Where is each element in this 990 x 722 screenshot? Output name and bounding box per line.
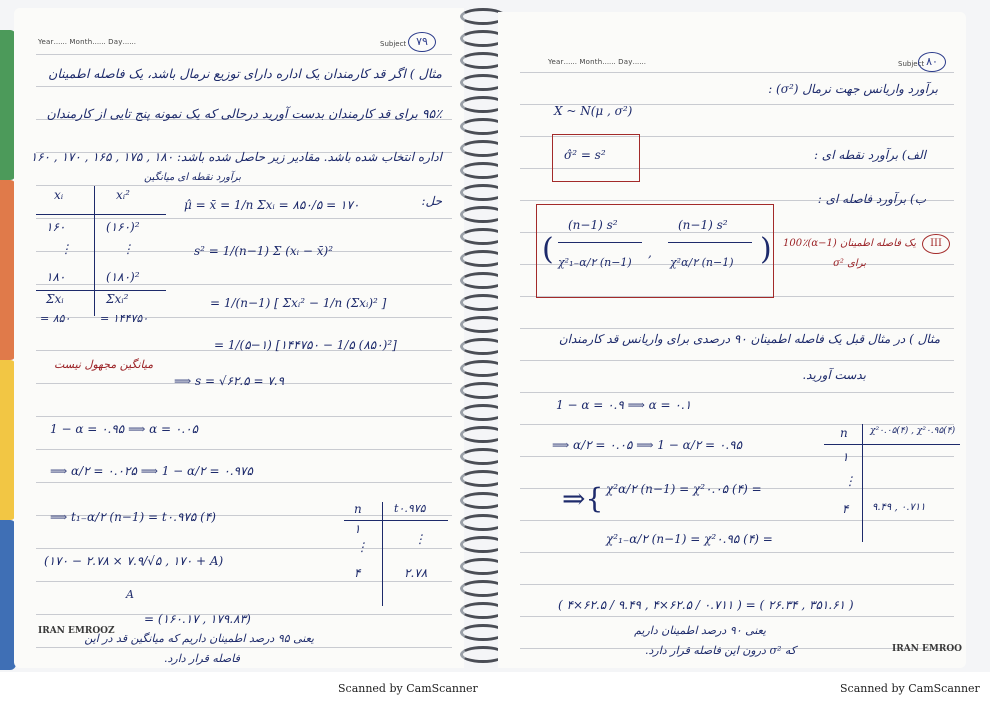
formula-mean: μ̂ = x̄ = 1/n Σxᵢ = ۸۵۰/۵ = ۱۷۰ — [184, 198, 360, 212]
table-divider — [94, 186, 95, 316]
denominator: χ²α/۲ (n−1) — [670, 256, 734, 269]
numerator: (n−1) s² — [568, 218, 618, 232]
t-table-cell: ۴ — [354, 566, 361, 580]
page-number: ۸۰ — [918, 52, 946, 72]
chi-table-cell: ۱ — [842, 450, 849, 464]
formula-interval: (۱۷۰ − ۲.۷۸ × ۷.۹/√۵ , ۱۷۰ + A) — [44, 554, 224, 568]
annotation: برآورد نقطه ای میانگین — [144, 172, 242, 183]
table-cell: Σxᵢ — [46, 292, 64, 306]
t-table-header: t۰.۹۷۵ — [394, 502, 426, 515]
header-date: Year...... Month...... Day...... — [38, 38, 136, 46]
header-date: Year...... Month...... Day...... — [548, 58, 646, 66]
paren-open: ( — [542, 232, 554, 267]
table-cell: = ۱۴۴۷۵۰ — [100, 312, 149, 325]
table-header: xᵢ — [54, 188, 64, 202]
brand-logo: IRAN EMROO — [892, 644, 963, 654]
text-line: مثال ) در مثال قبل یک فاصله اطمینان ۹۰ درصدی برای واریانس قد کارمندان — [558, 332, 940, 346]
text-line: ب) برآورد فاصله ای : — [817, 192, 926, 206]
header-subject: Subject — [898, 60, 925, 68]
formula-chi-lower: χ²₁₋α/۲ (n−1) = χ²۰.۹۵ (۴) = — [606, 532, 773, 546]
conclusion-line: یعنی ۹۵ درصد اطمینان داریم که میانگین قد در این — [84, 632, 314, 645]
conclusion-line: که σ² درون این فاصله قرار دارد. — [645, 644, 796, 657]
table-cell: = ۸۵۰ — [40, 312, 71, 325]
formula-std: ⟹ s = √۶۲.۵ = ۷.۹ — [174, 374, 285, 388]
roman-three-badge: III — [922, 234, 950, 254]
table-cell: (۱۶۰)² — [106, 220, 140, 234]
t-table-cell: ⋮ — [414, 532, 426, 546]
formula-half-alpha: ⟹ α/۲ = ۰.۰۲۵ ⟹ 1 − α/۲ = ۰.۹۷۵ — [50, 464, 253, 478]
scanner-watermark: Scanned by CamScanner — [840, 682, 980, 695]
left-page — [14, 8, 464, 668]
comma: , — [648, 246, 652, 260]
distribution: X ~ N(μ , σ²) — [554, 104, 633, 118]
denominator: χ²₁₋α/۲ (n−1) — [558, 256, 632, 269]
brace-label: A — [126, 588, 134, 601]
table-cell: ⋮ — [122, 242, 134, 256]
formula-variance-values: = 1/(۵−۱) [۱۴۴۷۵۰ − 1/۵ (۸۵۰)²] — [214, 338, 397, 352]
chi-table-header: χ²۰.۰۵(۴) , χ²۰.۹۵(۴) — [870, 426, 956, 436]
chi-table-cell: ۴ — [842, 502, 849, 516]
text-line: الف) برآورد نقطه ای : — [813, 148, 926, 162]
formula-alpha: 1 − α = ۰.۹ ⟹ α = ۰.۱ — [556, 398, 692, 412]
table-header: xᵢ² — [116, 188, 130, 202]
chi-table-cell: ۹.۴۹ , ۰.۷۱۱ — [872, 502, 926, 513]
conclusion-line: فاصله قرار دارد. — [164, 652, 240, 665]
conclusion-line: یعنی ۹۰ درصد اطمینان داریم — [634, 624, 766, 637]
brand-logo: IRAN EMROOZ — [38, 626, 115, 636]
formula-variance-expanded: = 1/(n−1) [ Σxᵢ² − 1/n (Σxᵢ)² ] — [210, 296, 387, 310]
fraction-bar — [668, 242, 752, 243]
t-table-header: n — [354, 502, 362, 516]
chi-table-divider — [862, 424, 863, 542]
right-page — [498, 12, 966, 668]
arrow-brace: ⇒{ — [562, 482, 604, 515]
t-table-divider — [382, 502, 383, 606]
paren-close: ) — [760, 232, 772, 267]
formula-alpha: 1 − α = ۰.۹۵ ⟹ α = ۰.۰۵ — [50, 422, 199, 436]
formula-half-alpha: ⟹ α/۲ = ۰.۰۵ ⟹ 1 − α/۲ = ۰.۹۵ — [552, 438, 743, 452]
table-cell: ۱۶۰ — [46, 220, 66, 234]
text-line: اداره انتخاب شده باشد. مقادیر زیر حاصل شده باشد: ۱۸۰ , ۱۷۵ , ۱۶۵ , ۱۷۰ , ۱۶۰ — [30, 150, 442, 164]
scan-footer — [0, 672, 990, 722]
table-cell: ⋮ — [60, 242, 72, 256]
formula-result: = (۱۶۰.۱۷ , ۱۷۹.۸۳) — [144, 612, 251, 626]
chi-table-rule — [824, 444, 960, 445]
t-table-cell: ⋮ — [356, 540, 368, 554]
note-red: میانگین مجهول نیست — [54, 358, 154, 371]
interval-result: ( ۴×۶۲.۵ / ۹.۴۹ , ۴×۶۲.۵ / ۰.۷۱۱ ) = ( ۲۶.۳۴ , ۳۵۱.۶۱ ) — [558, 598, 854, 612]
text-line: برآورد واریانس جهت نرمال (σ²) : — [768, 82, 938, 96]
chi-table-cell: ⋮ — [844, 474, 856, 488]
note-red: برای σ² — [833, 258, 866, 269]
formula-t: ⟹ t₁₋α/۲ (n−1) = t۰.۹۷۵ (۴) — [50, 510, 216, 524]
note-red: یک فاصله اطمینان (1−α)100٪ — [782, 238, 916, 249]
chi-table-header: n — [840, 426, 848, 440]
point-estimate: σ̂² = s² — [564, 148, 606, 162]
header-subject: Subject — [380, 40, 407, 48]
text-line: مثال ) اگر قد کارمندان یک اداره دارای توزیع نرمال باشد، یک فاصله اطمینان — [48, 66, 442, 81]
text-line: ۹۵٪ برای قد کارمندان بدست آورید درحالی که یک نمونه پنج تایی از کارمندان — [46, 106, 442, 121]
t-table-cell: ۲.۷۸ — [404, 566, 428, 580]
scanner-watermark: Scanned by CamScanner — [338, 682, 478, 695]
table-cell: Σxᵢ² — [106, 292, 129, 306]
table-cell: (۱۸۰)² — [106, 270, 140, 284]
text-line: بدست آورید. — [802, 368, 866, 382]
numerator: (n−1) s² — [678, 218, 728, 232]
page-number: ۷۹ — [408, 32, 436, 52]
table-cell: ۱۸۰ — [46, 270, 66, 284]
solution-label: حل: — [421, 194, 442, 208]
table-rule — [36, 214, 166, 215]
fraction-bar — [558, 242, 642, 243]
formula-chi-upper: χ²α/۲ (n−1) = χ²۰.۰۵ (۴) = — [606, 482, 762, 496]
t-table-cell: ۱ — [354, 522, 361, 536]
formula-variance: s² = 1/(n−1) Σ (xᵢ − x̄)² — [194, 244, 334, 258]
